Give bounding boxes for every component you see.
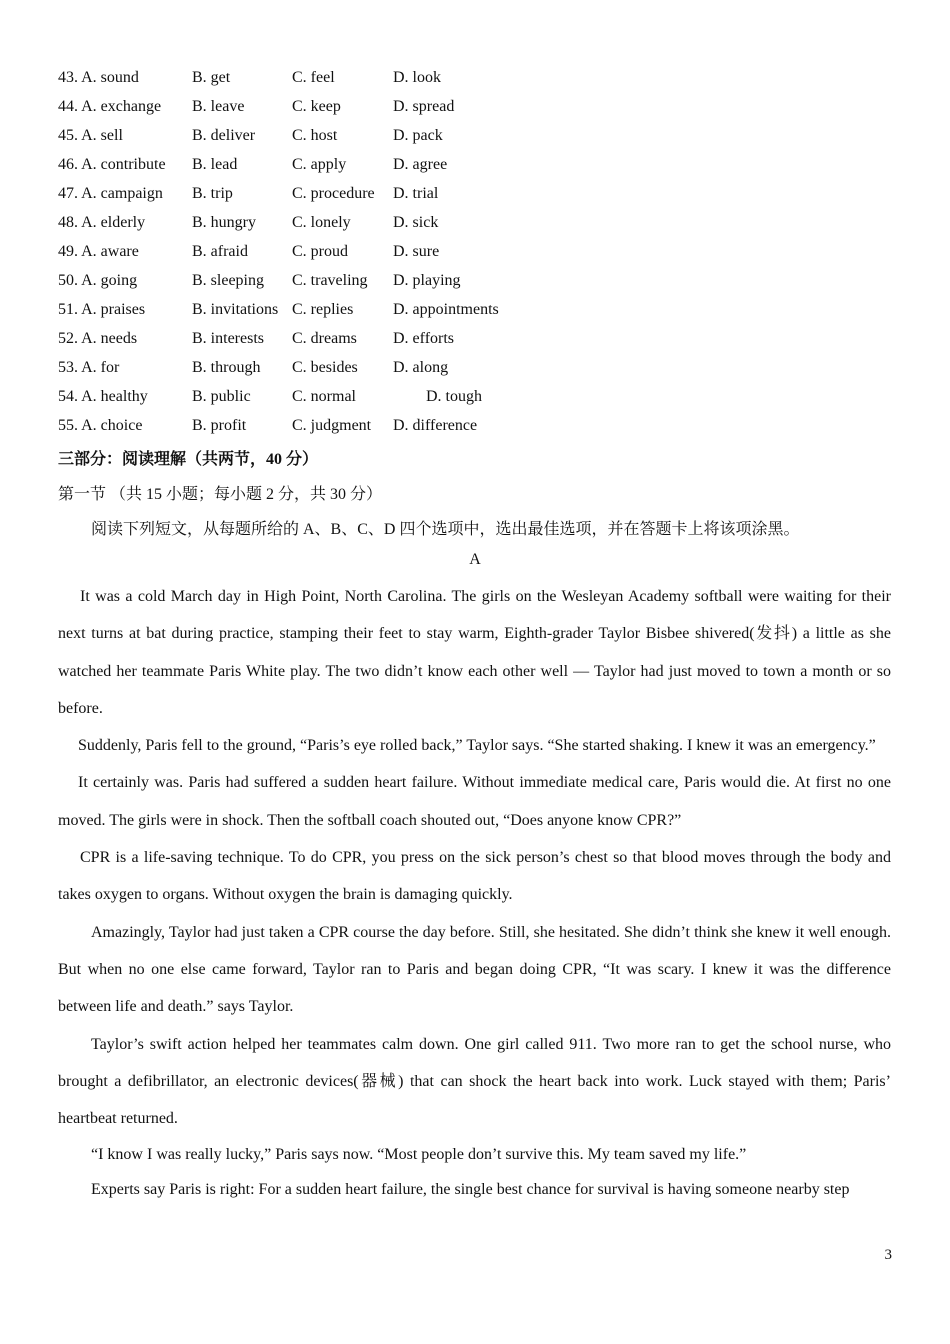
option-row-53 (58, 355, 578, 384)
option-row-45 (58, 123, 578, 152)
answer-options-table (58, 65, 578, 442)
option-b: B. lead (192, 156, 238, 173)
option-c: C. procedure (292, 185, 375, 202)
option-c: C. apply (292, 156, 347, 173)
option-b: B. deliver (192, 127, 256, 144)
option-d: D. difference (393, 417, 478, 434)
option-b: B. invitations (192, 301, 279, 318)
paragraph: Taylor’s swift action helped her teammates calm down. One girl called 911. Two more ran to get the school nurse, who brought a defibrillator, an electronic devices(器械) that can shock the heart back into work. Luck stayed with them; Paris’ heartbeat returned. (58, 1035, 891, 1128)
option-b: B. afraid (192, 243, 248, 260)
option-b: B. trip (192, 185, 233, 202)
option-b: B. get (192, 69, 231, 86)
option-d: D. sure (393, 243, 440, 260)
option-row-50 (58, 268, 578, 297)
page-number: 3 (884, 1247, 892, 1263)
option-row-43 (58, 65, 578, 94)
option-c: C. besides (292, 359, 358, 376)
option-c: C. traveling (292, 272, 368, 289)
paragraph: Amazingly, Taylor had just taken a CPR course the day before. Still, she hesitated. She didn’t think she knew it well enough. But when no one else came forward, Taylor ran to Paris and began doing CPR, “It was scary. I knew it was the difference between life and death.” says Taylor. (58, 923, 891, 1016)
option-c: C. proud (292, 243, 348, 260)
option-d: D. spread (393, 98, 455, 115)
paragraph: Experts say Paris is right: For a sudden heart failure, the single best chance for survival is having someone nearby step (91, 1181, 850, 1199)
option-d: D. sick (393, 214, 439, 231)
option-row-51 (58, 297, 578, 326)
paragraph: “I know I was really lucky,” Paris says now. “Most people don’t survive this. My team saved my life.” (91, 1146, 747, 1164)
option-row-48 (58, 210, 578, 239)
option-b: B. public (192, 388, 251, 405)
option-c: C. lonely (292, 214, 351, 231)
option-a: 52. A. needs (58, 330, 138, 347)
option-c: C. judgment (292, 417, 372, 434)
option-b: B. through (192, 359, 261, 376)
option-row-47 (58, 181, 578, 210)
option-b: B. hungry (192, 214, 256, 231)
section-heading: 第一节 （共 15 小题；每小题 2 分，共 30 分） (58, 486, 383, 503)
option-a: 51. A. praises (58, 301, 146, 318)
option-d: D. efforts (393, 330, 455, 347)
option-d: D. agree (393, 156, 448, 173)
paragraph: It certainly was. Paris had suffered a sudden heart failure. Without immediate medical care, Paris would die. At first no one moved. The girls were in shock. Then the softball coach shouted out, “Does anyone know CPR?” (58, 774, 891, 829)
option-a: 49. A. aware (58, 243, 139, 260)
option-a: 55. A. choice (58, 417, 143, 434)
option-d: D. pack (393, 127, 443, 144)
option-row-49 (58, 239, 578, 268)
option-b: B. profit (192, 417, 247, 434)
option-c: C. normal (292, 388, 356, 405)
option-a: 50. A. going (58, 272, 138, 289)
paragraph: CPR is a life-saving technique. To do CPR, you press on the sick person’s chest so that blood moves through the body and takes oxygen to organs. Without oxygen the brain is damaging quickly. (58, 849, 891, 904)
option-a: 47. A. campaign (58, 185, 163, 202)
option-d: D. playing (393, 272, 461, 289)
paragraph: Suddenly, Paris fell to the ground, “Paris’s eye rolled back,” Taylor says. “She started shaking. I knew it was an emergency.” (78, 737, 876, 755)
option-row-46 (58, 152, 578, 181)
option-row-52 (58, 326, 578, 355)
instruction-text: 阅读下列短文，从每题所给的 A、B、C、D 四个选项中，选出最佳选项，并在答题卡上将该项涂黑。 (91, 521, 800, 538)
option-row-55 (58, 413, 578, 442)
option-b: B. interests (192, 330, 264, 347)
option-c: C. keep (292, 98, 341, 115)
option-a: 53. A. for (58, 359, 120, 376)
option-c: C. feel (292, 69, 335, 86)
option-a: 43. A. sound (58, 69, 139, 86)
option-d: D. tough (426, 388, 482, 405)
passage-body (58, 578, 891, 1207)
option-row-54 (58, 384, 578, 413)
option-a: 54. A. healthy (58, 388, 148, 405)
option-d: D. look (393, 69, 441, 86)
option-a: 44. A. exchange (58, 98, 162, 115)
option-d: D. along (393, 359, 449, 376)
option-d: D. trial (393, 185, 439, 202)
option-a: 46. A. contribute (58, 156, 166, 173)
option-b: B. sleeping (192, 272, 264, 289)
paragraph: It was a cold March day in High Point, North Carolina. The girls on the Wesleyan Academy softball were waiting for their next turns at bat during practice, stamping their feet to stay warm, Eighth-grader Taylor Bisbee shivered(发抖) a little as she watched her teammate Paris White play. The two didn’t know each other well — Taylor had just moved to town a month or so before. (58, 588, 891, 717)
option-c: C. dreams (292, 330, 357, 347)
option-c: C. host (292, 127, 338, 144)
option-row-44 (58, 94, 578, 123)
option-a: 48. A. elderly (58, 214, 146, 231)
option-c: C. replies (292, 301, 354, 318)
option-a: 45. A. sell (58, 127, 123, 144)
part-heading: 三部分：阅读理解（共两节，40 分） (58, 451, 319, 468)
option-d: D. appointments (393, 301, 499, 318)
option-b: B. leave (192, 98, 245, 115)
passage-title: A (469, 551, 481, 568)
